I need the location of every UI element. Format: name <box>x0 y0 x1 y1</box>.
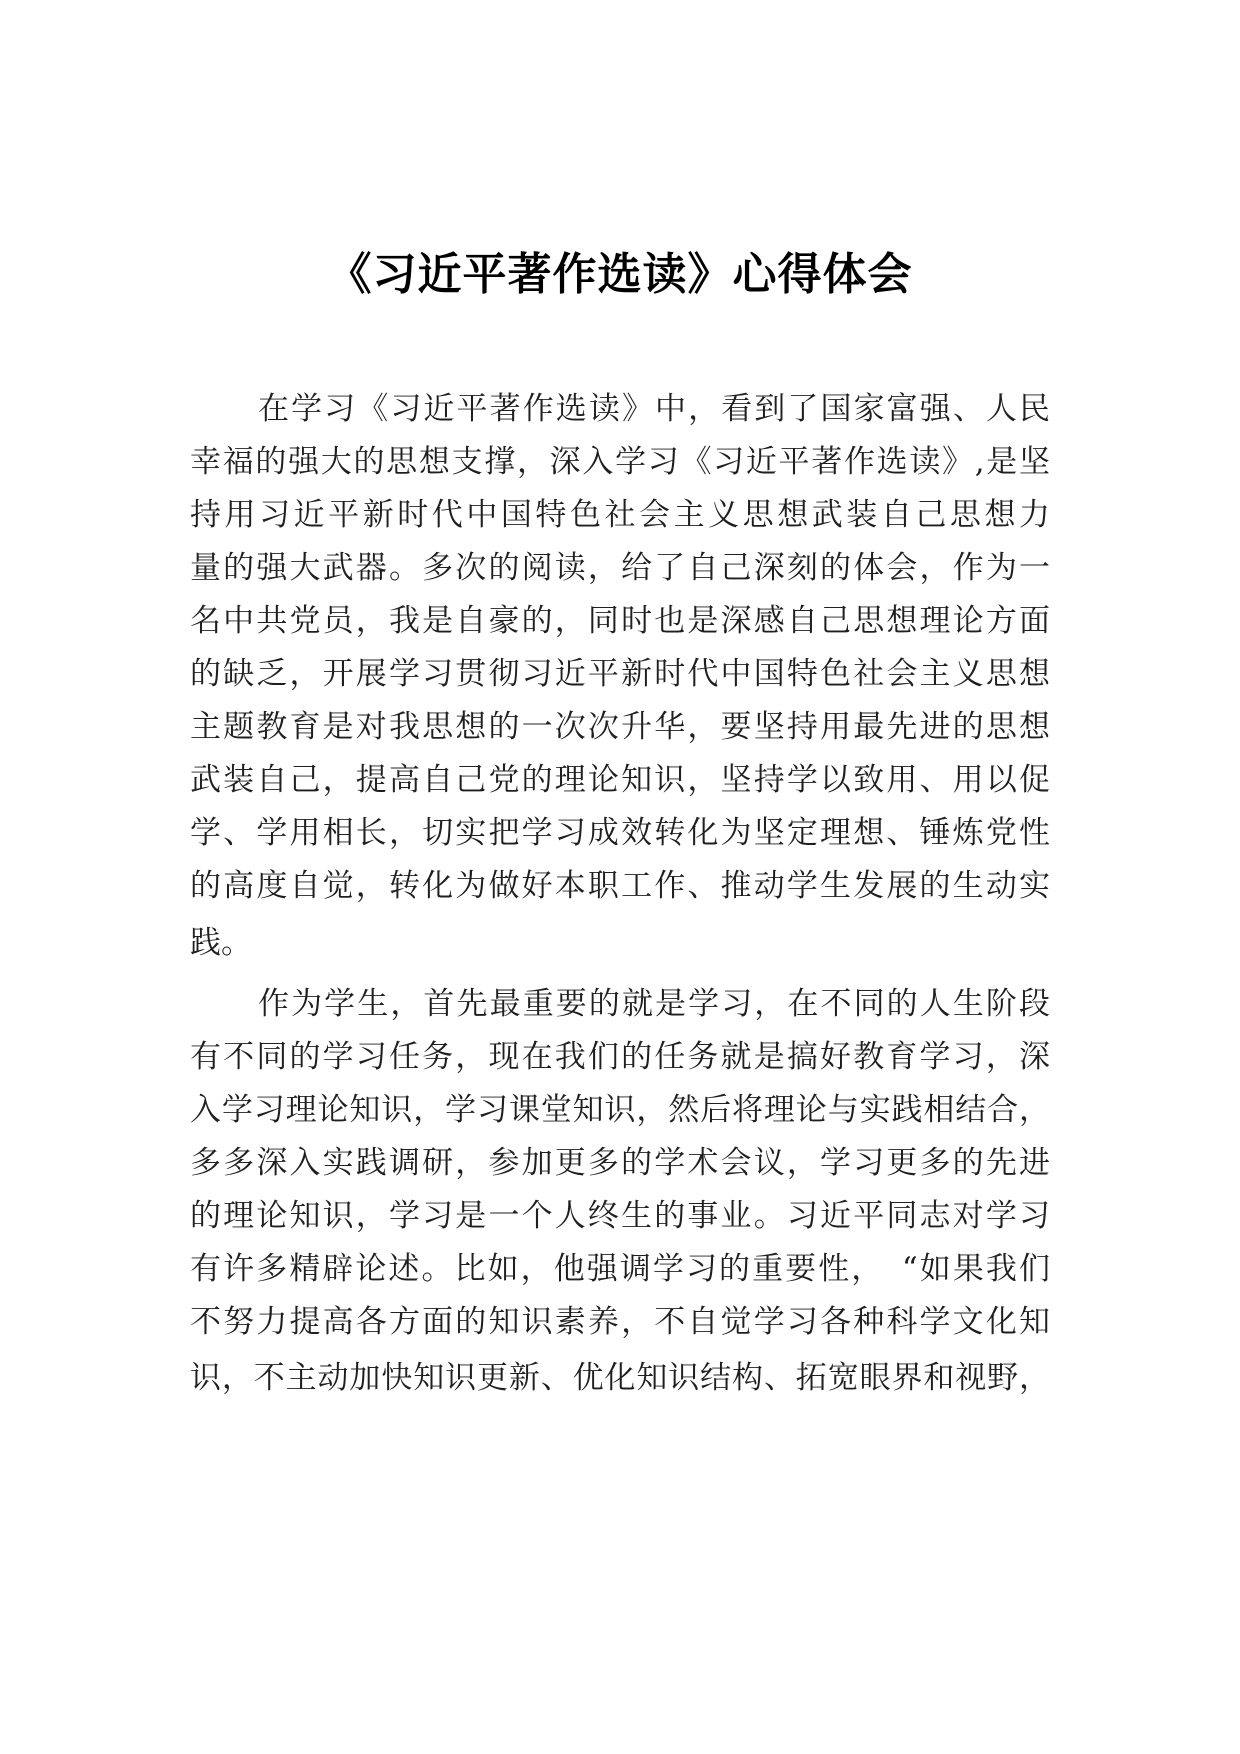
paragraph-line: 学、学用相长，切实把学习成效转化为坚定理想、锤炼党性 <box>190 815 1050 851</box>
paragraph-line: 名中共党员，我是自豪的，同时也是深感自己思想理论方面 <box>190 603 1050 639</box>
paragraph-line: 践。 <box>190 925 252 961</box>
paragraph-line: 有不同的学习任务，现在我们的任务就是搞好教育学习，深 <box>190 1039 1050 1075</box>
paragraph-line: 入学习理论知识，学习课堂知识，然后将理论与实践相结合， <box>190 1092 1050 1128</box>
paragraph-line: 在学习《习近平著作选读》中，看到了国家富强、人民 <box>258 391 1050 427</box>
paragraph-line: 的理论知识，学习是一个人终生的事业。习近平同志对学习 <box>190 1198 1050 1234</box>
paragraph-line: 武装自己，提高自己党的理论知识，坚持学以致用、用以促 <box>190 762 1050 798</box>
paragraph-line: 幸福的强大的思想支撑，深入学习《习近平著作选读》,是坚 <box>190 444 1050 480</box>
paragraph-line: 不努力提高各方面的知识素养，不自觉学习各种科学文化知 <box>190 1304 1050 1340</box>
paragraph-line: 持用习近平新时代中国特色社会主义思想武装自己思想力 <box>190 497 1050 533</box>
paragraph-line: 有许多精辟论述。比如，他强调学习的重要性， “如果我们 <box>190 1251 1050 1287</box>
paragraph-line: 多多深入实践调研，参加更多的学术会议，学习更多的先进 <box>190 1145 1050 1181</box>
paragraph-line: 主题教育是对我思想的一次次升华，要坚持用最先进的思想 <box>190 709 1050 745</box>
paragraph-line: 识，不主动加快知识更新、优化知识结构、拓宽眼界和视野， <box>190 1360 1050 1396</box>
paragraph-line: 作为学生，首先最重要的就是学习，在不同的人生阶段 <box>258 986 1050 1022</box>
document-title: 《习近平著作选读》心得体会 <box>327 249 913 300</box>
paragraph-line: 的高度自觉，转化为做好本职工作、推动学生发展的生动实 <box>190 868 1050 904</box>
paragraph-line: 的缺乏，开展学习贯彻习近平新时代中国特色社会主义思想 <box>190 656 1050 692</box>
paragraph-line: 量的强大武器。多次的阅读，给了自己深刻的体会，作为一 <box>190 550 1050 586</box>
